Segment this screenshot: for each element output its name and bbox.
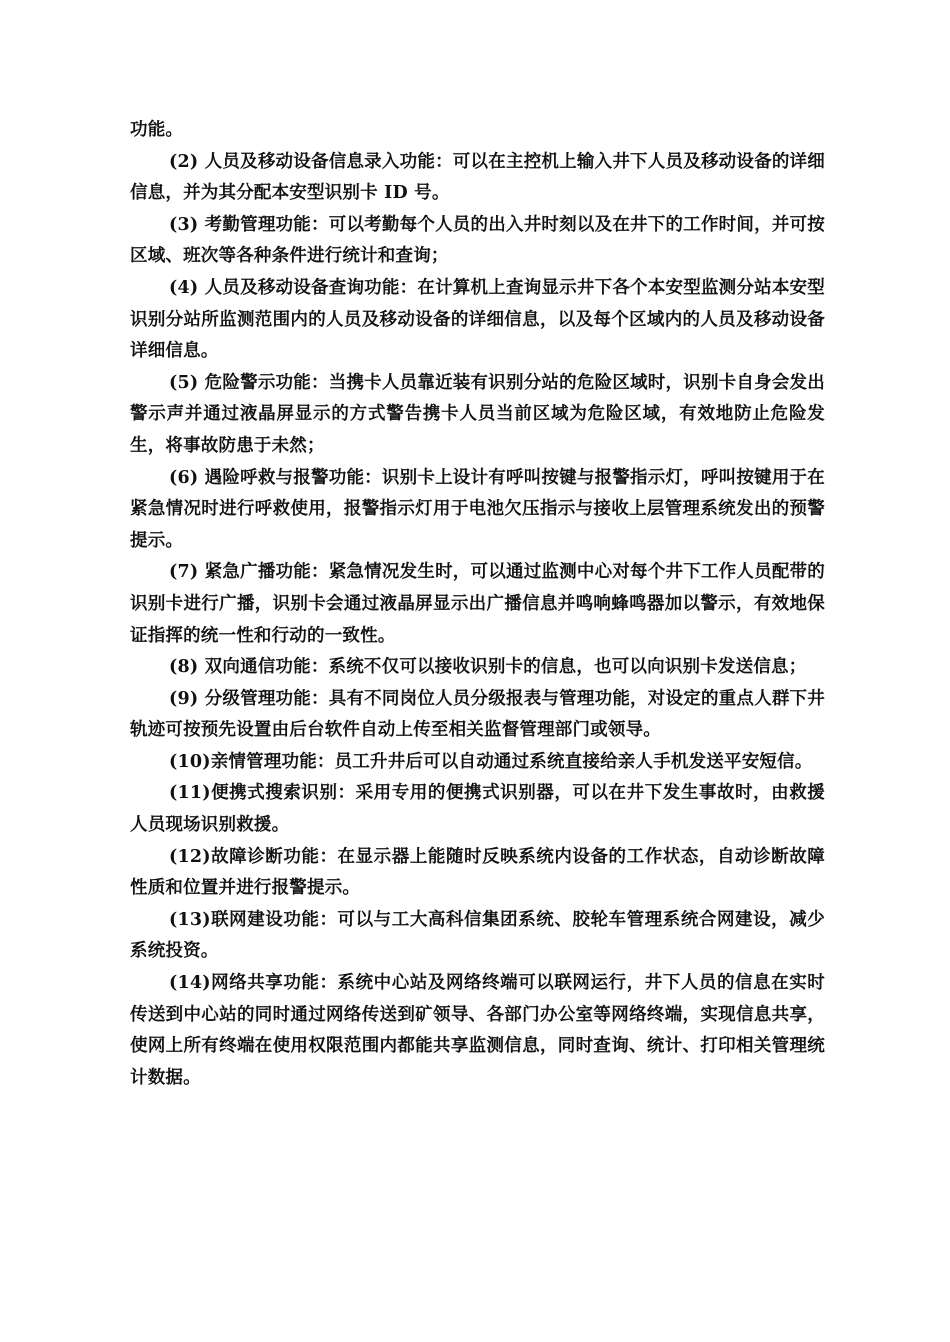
paragraph-item-10: (10)亲情管理功能：员工升井后可以自动通过系统直接给亲人手机发送平安短信。 [169, 751, 813, 772]
paragraph-item-12: (12)故障诊断功能：在显示器上能随时反映系统内设备的工作状态，自动诊断故障性质和位置并进行报警提示。 [130, 846, 825, 899]
paragraph-item-7: (7) 紧急广播功能：紧急情况发生时，可以通过监测中心对每个井下工作人员配带的识别卡进行广播，识别卡会通过液晶屏显示出广播信息并鸣响蜂鸣器加以警示，有效地保证指挥的统一性和行动的一致性。 [130, 562, 825, 646]
paragraph-item-9: (9) 分级管理功能：具有不同岗位人员分级报表与管理功能，对设定的重点人群下井轨迹可按预先设置由后台软件自动上传至相关监督管理部门或领导。 [130, 688, 825, 741]
document-body [130, 115, 825, 1094]
paragraph-item-8: (8) 双向通信功能：系统不仅可以接收识别卡的信息，也可以向识别卡发送信息； [169, 657, 807, 678]
paragraph-item-2: (2) 人员及移动设备信息录入功能：可以在主控机上输入井下人员及移动设备的详细信息，并为其分配本安型识别卡 ID 号。 [130, 151, 825, 204]
paragraph-continuation: 功能。 [130, 120, 184, 140]
paragraph-item-14: (14)网络共享功能：系统中心站及网络终端可以联网运行，井下人员的信息在实时传送到中心站的同时通过网络传送到矿领导、各部门办公室等网络终端，实现信息共享，使网上所有终端在使用权限范围内都能共享监测信息，同时查询、统计、打印相关管理统计数据。 [130, 973, 825, 1088]
paragraph-item-13: (13)联网建设功能：可以与工大高科信集团系统、胶轮车管理系统合网建设，减少系统投资。 [130, 909, 825, 962]
paragraph-item-6: (6) 遇险呼救与报警功能：识别卡上设计有呼叫按键与报警指示灯，呼叫按键用于在紧急情况时进行呼救使用，报警指示灯用于电池欠压指示与接收上层管理系统发出的预警提示。 [130, 467, 825, 551]
paragraph-item-5: (5) 危险警示功能：当携卡人员靠近装有识别分站的危险区域时，识别卡自身会发出警示声并通过液晶屏显示的方式警告携卡人员当前区域为危险区域，有效地防止危险发生，将事故防患于未然； [130, 372, 825, 456]
paragraph-item-11: (11)便携式搜索识别：采用专用的便携式识别器，可以在井下发生事故时，由救援人员现场识别救援。 [130, 783, 825, 836]
paragraph-item-4: (4) 人员及移动设备查询功能：在计算机上查询显示井下各个本安型监测分站本安型识别分站所监测范围内的人员及移动设备的详细信息，以及每个区域内的人员及移动设备详细信息。 [130, 277, 825, 362]
paragraph-item-3: (3) 考勤管理功能：可以考勤每个人员的出入井时刻以及在井下的工作时间，并可按区域、班次等各种条件进行统计和查询； [130, 214, 825, 267]
